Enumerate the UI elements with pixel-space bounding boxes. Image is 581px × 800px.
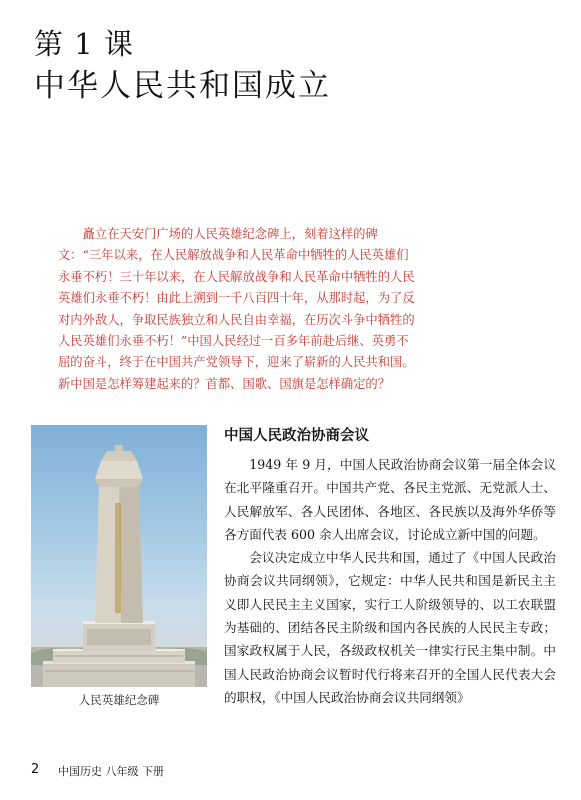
- lesson-title: 中华人民共和国成立: [34, 68, 331, 104]
- photo-caption: 人民英雄纪念碑: [78, 693, 160, 707]
- book-title: 中国历史 八年级 下册: [58, 765, 164, 778]
- body-paragraph-2: 会议决定成立中华人民共和国，通过了《中国人民政治协商会议共同纲领》，它规定：中华人民共和国是新民主主义即人民民主主义国家，实行工人阶级领导的、以工农联盟为基础的、团结各民主阶级和国内各民族的人民民主专政；国家政权属于人民，各级政权机关一律实行民主集中制。中国人民政治协商会议暂时代行将来召开的全国人民代表大会的职权，《中国人民政治协商会议共同纲领》: [224, 550, 556, 705]
- intro-passage: [58, 224, 418, 395]
- monument-photo: [31, 425, 207, 687]
- monument-illustration: [31, 425, 207, 687]
- intro-paragraph: 矗立在天安门广场的人民英雄纪念碑上，刻着这样的碑文：“三年以来，在人民解放战争和人民革命中牺牲的人民英雄们永垂不朽！三十年以来，在人民解放战争和人民革命中牺牲的人民英雄们永垂不朽！由此上溯到一千八百四十年，从那时起，为了反对内外敌人，争取民族独立和人民自由幸福，在历次斗争中牺牲的人民英雄们永垂不朽！”中国人民经过一百多年前赴后继、英勇不屈的奋斗，终于在中国共产党领导下，迎来了崭新的人民共和国。新中国是怎样筹建起来的？首都、国歌、国旗是怎样确定的？: [58, 227, 415, 391]
- body-paragraph-1: 1949 年 9 月，中国人民政治协商会议第一届全体会议在北平隆重召开。中国共产党、各民主党派、无党派人士、人民解放军、各人民团体、各地区、各民族以及海外华侨等各方面代表 600 余人出席会议，讨论成立新中国的问题。: [224, 457, 556, 542]
- lesson-number: 第 1 课: [34, 27, 134, 61]
- section-heading: 中国人民政治协商会议: [224, 428, 369, 444]
- page-number: 2: [31, 762, 40, 777]
- section-body: [224, 453, 556, 709]
